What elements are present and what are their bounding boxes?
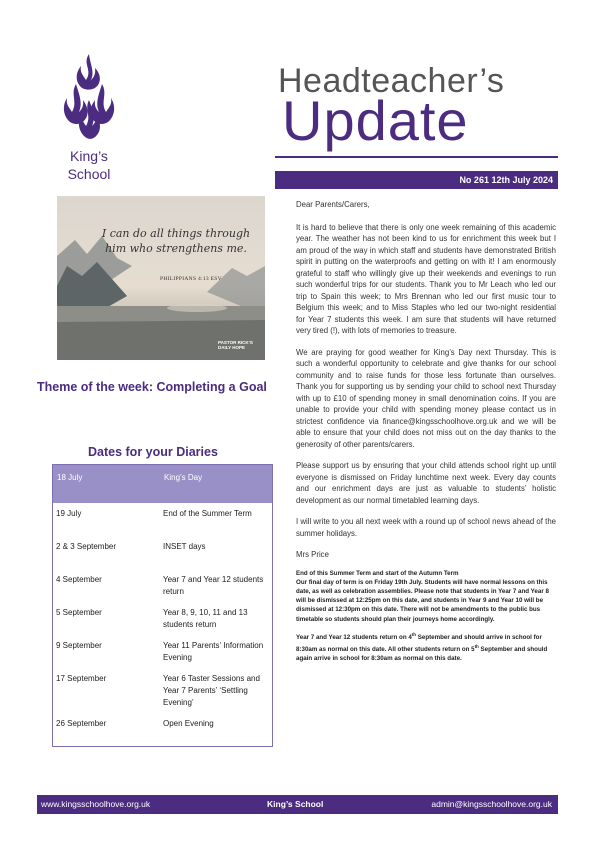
masthead-rule bbox=[275, 156, 558, 158]
date-cell: 18 July bbox=[53, 465, 161, 504]
masthead-title: Update bbox=[282, 89, 469, 152]
event-cell: Year 7 and Year 12 students return bbox=[163, 575, 264, 596]
return-notice-text: Year 7 and Year 12 students return on 4 bbox=[296, 633, 412, 641]
term-notice-title: End of this Summer Term and start of the Autumn Term bbox=[296, 569, 459, 577]
letter-greeting: Dear Parents/Carers, bbox=[296, 200, 370, 209]
event-cell: Year 6 Taster Sessions and Year 7 Parents’ ‘Settling Evening’ bbox=[163, 674, 260, 707]
masthead-subtitle: Headteacher’s bbox=[278, 62, 505, 100]
ordinal-suffix: th bbox=[474, 643, 479, 649]
date-cell: 2 & 3 September bbox=[56, 542, 117, 551]
letter-body bbox=[296, 199, 556, 669]
flame-crest-icon bbox=[62, 50, 116, 146]
table-row bbox=[53, 713, 273, 747]
table-row bbox=[53, 602, 273, 635]
date-cell: 9 September bbox=[56, 641, 102, 650]
letter-paragraph: Please support us by ensuring that your child attends school right up until everyone is dismissed on Friday lunchtime next week. Every day counts and our enrichment days are just as valuable to students’ holistic development as our normal timetabled learning days. bbox=[296, 461, 556, 505]
email-link[interactable]: admin@kingsschoolhove.org.uk bbox=[431, 799, 552, 809]
date-cell: 5 September bbox=[56, 608, 102, 617]
verse-image bbox=[57, 196, 265, 360]
theme-of-week: Theme of the week: Completing a Goal bbox=[37, 380, 267, 394]
date-cell: 26 September bbox=[56, 719, 107, 728]
dates-table bbox=[52, 464, 273, 747]
verse-reference: PHILIPPIANS 4:13 ESV bbox=[160, 276, 222, 282]
return-notice-text: September and should again arrive in school for 8:30am as normal on this date. bbox=[296, 646, 548, 663]
date-cell: 19 July bbox=[56, 509, 82, 518]
ordinal-suffix: th bbox=[411, 631, 417, 637]
date-cell: 4 September bbox=[56, 575, 102, 584]
school-logo bbox=[56, 50, 122, 182]
dates-heading: Dates for your Diaries bbox=[88, 445, 218, 459]
date-cell: 17 September bbox=[56, 674, 107, 683]
issue-banner: No 261 12th July 2024 bbox=[275, 171, 558, 189]
letter-paragraph: I will write to you all next week with a round up of school news ahead of the summer holidays. bbox=[296, 517, 556, 538]
letter-paragraph: It is hard to believe that there is only one week remaining of this academic year. The weather has not been kind to us for enrichment this week but I am proud of the way in which staff and students have demonstrated British spirit in putting on the waterproofs and getting on with it! I am enormously grateful to staff who willingly give up their weekends and evenings to run such wonderful trips for our students. Thank you to Mr Leach who led our trip to Spain this week; to Mrs Brennan who led our first music tour to Belgium this week; and to Miss Staples who led our two-night residential for Year 7 students this week. I am sure that students will have returned very tired (!), with lots of memories to treasure. bbox=[296, 222, 556, 335]
website-link[interactable]: www.kingsschoolhove.org.uk bbox=[41, 799, 151, 809]
dates-header-row bbox=[53, 465, 273, 504]
return-notice-text: September and should arrive in school for 8:30am as normal on this date. All other students return on 5 bbox=[296, 633, 542, 654]
logo-text-school: School bbox=[67, 166, 111, 182]
verse-text: I can do all things through him who strengthens me. bbox=[101, 227, 251, 255]
letter-paragraph: We are praying for good weather for King’s Day next Thursday. This is such a wonderful opportunity to celebrate and give thanks for our school community and to raise funds for those less fortunate than ourselves. Thank you for supporting us by sending your child to school next Thursday with up to £10 of spending money in small denomination coins. If you are unable to provide your child with spending money please contact us in strictest confidence via finance@kingsschoolhove.org.uk and we will be able to ensure that your child does not miss out on the day thanks to the generosity of other parents/carers. bbox=[296, 347, 556, 449]
event-cell: King’s Day bbox=[160, 465, 273, 504]
event-cell: Year 8, 9, 10, 11 and 13 students return bbox=[163, 608, 248, 629]
table-row bbox=[53, 635, 273, 668]
event-cell: End of the Summer Term bbox=[163, 509, 252, 518]
event-cell: INSET days bbox=[163, 542, 206, 551]
footer-school-name: King’s School bbox=[267, 799, 324, 809]
image-brand-mark: PASTOR RICK’S DAILY HOPE bbox=[218, 340, 253, 350]
term-notice-body: Our final day of term is on Friday 19th July. Students will have normal lessons on this date, as well as celebration assemblies. Please note that students in Year 7 and Year 8 will be dismissed at 12:25pm on this date, and students in Year 9 and Year 10 will be dismissed at 12:30pm on this date. There will not be amendments to the public bus timetable so students should plan their journeys home accordingly. bbox=[296, 578, 549, 623]
event-cell: Year 11 Parents’ Information Evening bbox=[163, 641, 264, 662]
table-row bbox=[53, 503, 273, 536]
table-row bbox=[53, 569, 273, 602]
event-cell: Open Evening bbox=[163, 719, 214, 728]
table-row bbox=[53, 668, 273, 713]
term-notice bbox=[296, 569, 556, 624]
return-notice bbox=[296, 630, 556, 664]
letter-signature: Mrs Price bbox=[296, 550, 329, 559]
table-row bbox=[53, 536, 273, 569]
logo-text-kings: King’s bbox=[70, 148, 108, 164]
footer-bar bbox=[37, 795, 558, 814]
